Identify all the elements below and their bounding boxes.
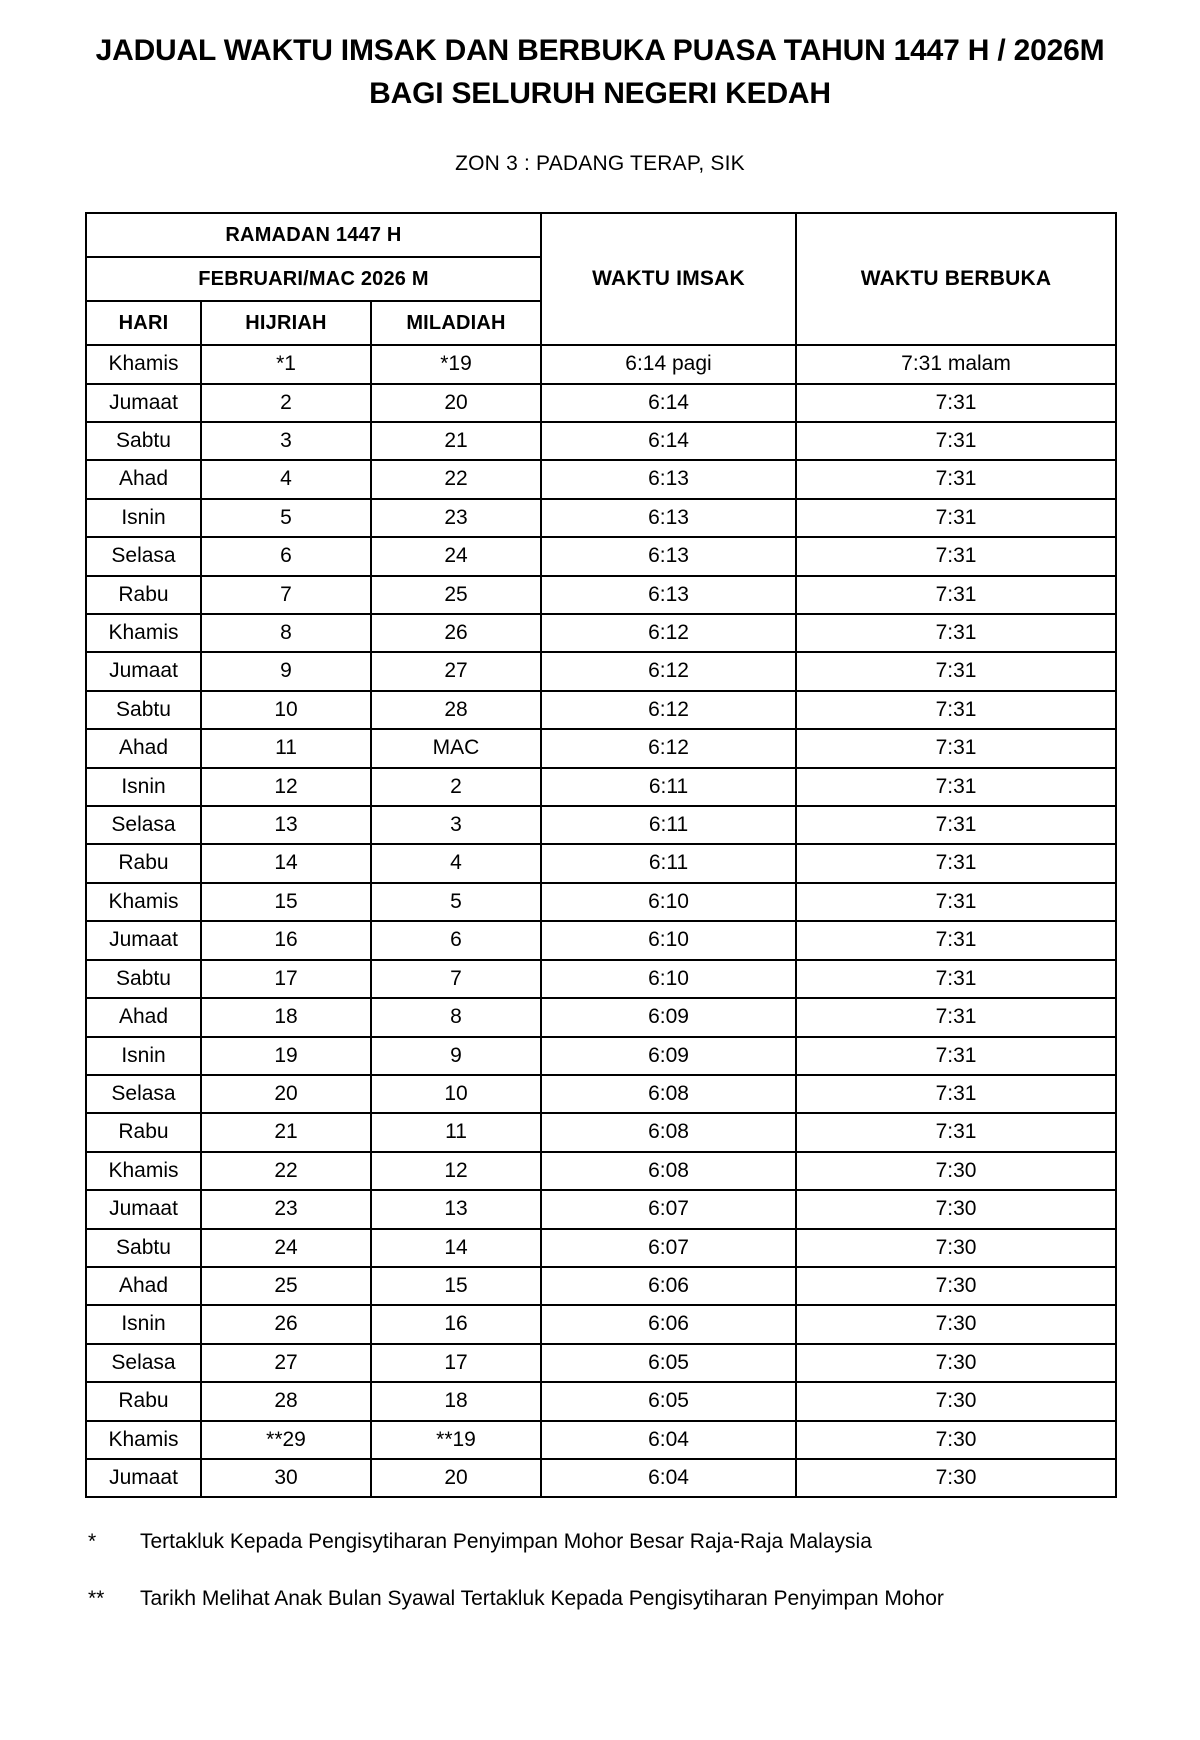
cell-miladiah: 22: [371, 460, 541, 498]
cell-imsak: 6:12: [541, 614, 796, 652]
cell-berbuka: 7:31: [796, 768, 1116, 806]
cell-hijriah: 13: [201, 806, 371, 844]
cell-berbuka: 7:30: [796, 1305, 1116, 1343]
cell-hari: Selasa: [86, 1344, 201, 1382]
cell-imsak: 6:09: [541, 998, 796, 1036]
cell-hijriah: 5: [201, 499, 371, 537]
header-hari: HARI: [86, 301, 201, 345]
cell-hari: Sabtu: [86, 691, 201, 729]
cell-hari: Khamis: [86, 1152, 201, 1190]
cell-imsak: 6:04: [541, 1421, 796, 1459]
table-row: [86, 537, 1116, 575]
cell-berbuka: 7:30: [796, 1382, 1116, 1420]
table-row: [86, 1382, 1116, 1420]
cell-miladiah: 4: [371, 844, 541, 882]
cell-hari: Rabu: [86, 844, 201, 882]
cell-imsak: 6:14: [541, 422, 796, 460]
cell-berbuka: 7:30: [796, 1267, 1116, 1305]
cell-berbuka: 7:31: [796, 614, 1116, 652]
table-row: [86, 1344, 1116, 1382]
cell-hijriah: 26: [201, 1305, 371, 1343]
cell-miladiah: 11: [371, 1113, 541, 1151]
cell-hijriah: 6: [201, 537, 371, 575]
table-row: [86, 844, 1116, 882]
cell-imsak: 6:11: [541, 844, 796, 882]
cell-miladiah: 12: [371, 1152, 541, 1190]
cell-hari: Isnin: [86, 768, 201, 806]
table-row: [86, 998, 1116, 1036]
cell-imsak: 6:07: [541, 1229, 796, 1267]
page-header: [0, 0, 1200, 176]
cell-imsak: 6:08: [541, 1113, 796, 1151]
cell-hijriah: 11: [201, 729, 371, 767]
cell-berbuka: 7:31: [796, 1075, 1116, 1113]
cell-hijriah: *1: [201, 345, 371, 383]
cell-hijriah: 22: [201, 1152, 371, 1190]
cell-berbuka: 7:31: [796, 422, 1116, 460]
header-miladiah: MILADIAH: [371, 301, 541, 345]
table-row: [86, 614, 1116, 652]
table-row: [86, 960, 1116, 998]
header-row-hijri-month: [86, 213, 1116, 257]
cell-hari: Ahad: [86, 998, 201, 1036]
cell-hari: Jumaat: [86, 384, 201, 422]
footnote: [88, 1528, 1130, 1555]
cell-hijriah: 17: [201, 960, 371, 998]
header-waktu-imsak: WAKTU IMSAK: [541, 213, 796, 345]
cell-berbuka: 7:31: [796, 537, 1116, 575]
cell-miladiah: 9: [371, 1037, 541, 1075]
cell-imsak: 6:07: [541, 1190, 796, 1228]
cell-hijriah: 8: [201, 614, 371, 652]
cell-berbuka: 7:31: [796, 691, 1116, 729]
cell-imsak: 6:10: [541, 921, 796, 959]
cell-berbuka: 7:30: [796, 1152, 1116, 1190]
cell-miladiah: 14: [371, 1229, 541, 1267]
cell-miladiah: 2: [371, 768, 541, 806]
cell-imsak: 6:09: [541, 1037, 796, 1075]
cell-berbuka: 7:31: [796, 1113, 1116, 1151]
cell-miladiah: 25: [371, 576, 541, 614]
cell-imsak: 6:06: [541, 1267, 796, 1305]
table-row: [86, 729, 1116, 767]
cell-berbuka: 7:30: [796, 1459, 1116, 1497]
cell-imsak: 6:05: [541, 1344, 796, 1382]
cell-hari: Jumaat: [86, 1190, 201, 1228]
cell-imsak: 6:10: [541, 960, 796, 998]
cell-miladiah: **19: [371, 1421, 541, 1459]
table-row: [86, 691, 1116, 729]
table-row: [86, 499, 1116, 537]
table-row: [86, 1267, 1116, 1305]
page-title-line-1: JADUAL WAKTU IMSAK DAN BERBUKA PUASA TAHUN 1447 H / 2026M: [95, 34, 1105, 67]
cell-hijriah: 27: [201, 1344, 371, 1382]
table-row: [86, 883, 1116, 921]
table-row: [86, 1190, 1116, 1228]
cell-miladiah: 18: [371, 1382, 541, 1420]
cell-hijriah: 20: [201, 1075, 371, 1113]
cell-berbuka: 7:31: [796, 960, 1116, 998]
cell-imsak: 6:11: [541, 806, 796, 844]
cell-hari: Sabtu: [86, 1229, 201, 1267]
cell-hari: Selasa: [86, 806, 201, 844]
table-row: [86, 1152, 1116, 1190]
header-waktu-berbuka: WAKTU BERBUKA: [796, 213, 1116, 345]
cell-berbuka: 7:30: [796, 1229, 1116, 1267]
cell-hijriah: 16: [201, 921, 371, 959]
cell-miladiah: *19: [371, 345, 541, 383]
cell-hari: Rabu: [86, 1113, 201, 1151]
cell-imsak: 6:13: [541, 537, 796, 575]
cell-miladiah: 10: [371, 1075, 541, 1113]
cell-berbuka: 7:31: [796, 460, 1116, 498]
cell-berbuka: 7:31: [796, 883, 1116, 921]
cell-miladiah: 23: [371, 499, 541, 537]
cell-berbuka: 7:30: [796, 1190, 1116, 1228]
cell-imsak: 6:14: [541, 384, 796, 422]
cell-hijriah: 30: [201, 1459, 371, 1497]
cell-hijriah: 12: [201, 768, 371, 806]
cell-hari: Sabtu: [86, 960, 201, 998]
cell-hijriah: 3: [201, 422, 371, 460]
cell-imsak: 6:13: [541, 499, 796, 537]
cell-hijriah: 2: [201, 384, 371, 422]
table-row: [86, 422, 1116, 460]
cell-hari: Selasa: [86, 1075, 201, 1113]
cell-imsak: 6:12: [541, 652, 796, 690]
table-row: [86, 1459, 1116, 1497]
table-row: [86, 921, 1116, 959]
table-row: [86, 768, 1116, 806]
cell-miladiah: 15: [371, 1267, 541, 1305]
cell-hari: Isnin: [86, 499, 201, 537]
cell-hari: Ahad: [86, 460, 201, 498]
cell-imsak: 6:13: [541, 460, 796, 498]
cell-hari: Sabtu: [86, 422, 201, 460]
cell-imsak: 6:08: [541, 1152, 796, 1190]
table-row: [86, 384, 1116, 422]
cell-hijriah: 7: [201, 576, 371, 614]
cell-hari: Khamis: [86, 614, 201, 652]
cell-hari: Ahad: [86, 1267, 201, 1305]
cell-hari: Khamis: [86, 883, 201, 921]
table-row: [86, 460, 1116, 498]
cell-miladiah: 27: [371, 652, 541, 690]
cell-imsak: 6:12: [541, 729, 796, 767]
table-row: [86, 1113, 1116, 1151]
cell-hari: Khamis: [86, 1421, 201, 1459]
cell-hijriah: 25: [201, 1267, 371, 1305]
cell-berbuka: 7:31: [796, 806, 1116, 844]
cell-hijriah: 23: [201, 1190, 371, 1228]
table-row: [86, 1075, 1116, 1113]
cell-hijriah: 15: [201, 883, 371, 921]
cell-hijriah: 4: [201, 460, 371, 498]
table-row: [86, 806, 1116, 844]
table-row: [86, 576, 1116, 614]
table-row: [86, 1305, 1116, 1343]
cell-hari: Isnin: [86, 1305, 201, 1343]
header-hijriah: HIJRIAH: [201, 301, 371, 345]
cell-miladiah: 17: [371, 1344, 541, 1382]
schedule-table-container: [85, 212, 1115, 1498]
cell-miladiah: 20: [371, 384, 541, 422]
zone-subtitle: ZON 3 : PADANG TERAP, SIK: [455, 152, 745, 176]
cell-hari: Rabu: [86, 576, 201, 614]
cell-hari: Isnin: [86, 1037, 201, 1075]
cell-hijriah: **29: [201, 1421, 371, 1459]
table-row: [86, 1421, 1116, 1459]
cell-berbuka: 7:30: [796, 1421, 1116, 1459]
cell-imsak: 6:12: [541, 691, 796, 729]
cell-imsak: 6:06: [541, 1305, 796, 1343]
cell-berbuka: 7:31 malam: [796, 345, 1116, 383]
cell-imsak: 6:08: [541, 1075, 796, 1113]
cell-hijriah: 28: [201, 1382, 371, 1420]
cell-hijriah: 10: [201, 691, 371, 729]
cell-miladiah: 6: [371, 921, 541, 959]
cell-hari: Rabu: [86, 1382, 201, 1420]
footnotes-section: [70, 1528, 1130, 1612]
cell-imsak: 6:11: [541, 768, 796, 806]
cell-berbuka: 7:31: [796, 1037, 1116, 1075]
cell-hari: Jumaat: [86, 1459, 201, 1497]
footnote: [88, 1585, 1130, 1612]
cell-imsak: 6:10: [541, 883, 796, 921]
cell-berbuka: 7:31: [796, 499, 1116, 537]
cell-berbuka: 7:31: [796, 921, 1116, 959]
cell-miladiah: 20: [371, 1459, 541, 1497]
cell-hari: Ahad: [86, 729, 201, 767]
table-body: [86, 345, 1116, 1497]
cell-berbuka: 7:31: [796, 844, 1116, 882]
cell-hijriah: 24: [201, 1229, 371, 1267]
cell-hari: Jumaat: [86, 921, 201, 959]
header-ramadan-year: RAMADAN 1447 H: [86, 213, 541, 257]
page-title-line-2: BAGI SELURUH NEGERI KEDAH: [369, 76, 831, 110]
cell-hijriah: 9: [201, 652, 371, 690]
footnote-marker: *: [88, 1530, 97, 1554]
cell-miladiah: 5: [371, 883, 541, 921]
header-gregorian-months: FEBRUARI/MAC 2026 M: [86, 257, 541, 301]
footnote-text: Tertakluk Kepada Pengisytiharan Penyimpan Mohor Besar Raja-Raja Malaysia: [140, 1530, 872, 1554]
cell-miladiah: 26: [371, 614, 541, 652]
cell-berbuka: 7:31: [796, 576, 1116, 614]
cell-imsak: 6:05: [541, 1382, 796, 1420]
cell-berbuka: 7:31: [796, 998, 1116, 1036]
cell-imsak: 6:14 pagi: [541, 345, 796, 383]
table-row: [86, 652, 1116, 690]
cell-miladiah: 3: [371, 806, 541, 844]
cell-miladiah: 13: [371, 1190, 541, 1228]
cell-hijriah: 14: [201, 844, 371, 882]
cell-miladiah: 24: [371, 537, 541, 575]
cell-hijriah: 21: [201, 1113, 371, 1151]
table-row: [86, 1229, 1116, 1267]
table-row: [86, 345, 1116, 383]
cell-berbuka: 7:31: [796, 652, 1116, 690]
cell-berbuka: 7:31: [796, 729, 1116, 767]
cell-hari: Khamis: [86, 345, 201, 383]
cell-berbuka: 7:30: [796, 1344, 1116, 1382]
footnote-marker: **: [88, 1586, 105, 1610]
cell-miladiah: 16: [371, 1305, 541, 1343]
cell-hijriah: 18: [201, 998, 371, 1036]
cell-hijriah: 19: [201, 1037, 371, 1075]
cell-miladiah: 21: [371, 422, 541, 460]
cell-miladiah: MAC: [371, 729, 541, 767]
cell-miladiah: 7: [371, 960, 541, 998]
cell-berbuka: 7:31: [796, 384, 1116, 422]
cell-hari: Jumaat: [86, 652, 201, 690]
cell-miladiah: 28: [371, 691, 541, 729]
table-header: [86, 213, 1116, 345]
cell-miladiah: 8: [371, 998, 541, 1036]
table-row: [86, 1037, 1116, 1075]
cell-imsak: 6:13: [541, 576, 796, 614]
footnote-text: Tarikh Melihat Anak Bulan Syawal Tertakluk Kepada Pengisytiharan Penyimpan Mohor: [140, 1586, 944, 1610]
cell-imsak: 6:04: [541, 1459, 796, 1497]
schedule-table: [85, 212, 1117, 1498]
cell-hari: Selasa: [86, 537, 201, 575]
